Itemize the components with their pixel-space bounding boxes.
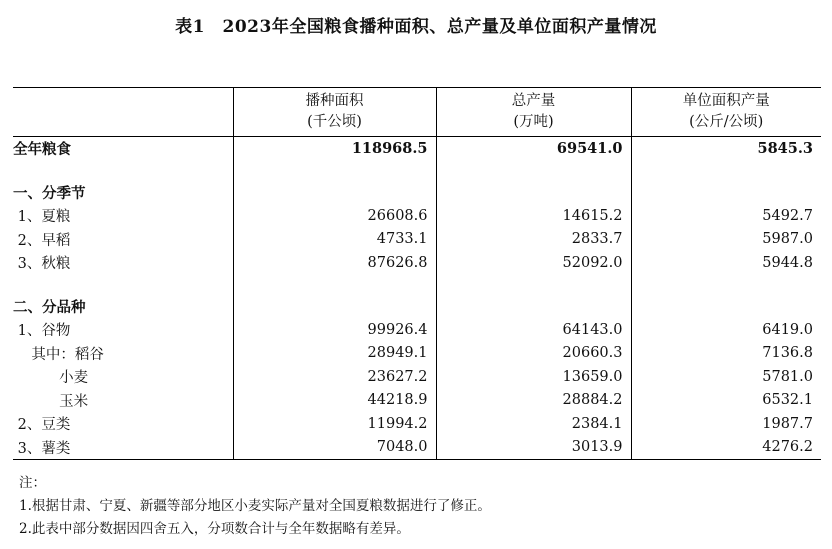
row-label: 二、分品种 [13, 298, 86, 316]
row-label: 小麦 [13, 370, 89, 387]
spacer-cell [631, 161, 821, 181]
table-row [13, 342, 821, 366]
output-cell: 13659.0 [436, 365, 631, 389]
row-label: 3、薯类 [13, 440, 71, 457]
yield-cell: 4276.2 [631, 436, 821, 460]
row-label: 一、分季节 [13, 184, 86, 202]
yield-cell [631, 181, 821, 205]
row-label: 玉米 [13, 393, 89, 410]
header-row [13, 88, 821, 137]
header-line2: (公斤/公顷) [689, 114, 764, 130]
output-cell: 69541.0 [436, 137, 631, 161]
area-cell: 87626.8 [233, 251, 436, 275]
grain-statistics-table [13, 87, 821, 460]
output-cell: 2384.1 [436, 412, 631, 436]
area-cell: 7048.0 [233, 436, 436, 460]
output-cell: 2833.7 [436, 228, 631, 252]
yield-cell: 1987.7 [631, 412, 821, 436]
area-cell: 118968.5 [233, 137, 436, 161]
area-cell: 28949.1 [233, 342, 436, 366]
row-label: 3、秋粮 [13, 256, 71, 273]
header-line1: 播种面积 [305, 93, 364, 109]
note-item: 2.此表中部分数据因四舍五入，分项数合计与全年数据略有差异。 [19, 521, 410, 537]
spacer-cell [233, 161, 436, 181]
yield-cell: 6532.1 [631, 389, 821, 413]
output-cell: 52092.0 [436, 251, 631, 275]
note-item: 1.根据甘肃、宁夏、新疆等部分地区小麦实际产量对全国夏粮数据进行了修正。 [19, 498, 491, 514]
section-row [13, 295, 821, 319]
yield-cell: 5781.0 [631, 365, 821, 389]
table-row [13, 228, 821, 252]
area-cell: 99926.4 [233, 318, 436, 342]
spacer-cell [13, 275, 233, 295]
yield-cell: 5845.3 [631, 137, 821, 161]
area-cell: 11994.2 [233, 412, 436, 436]
spacer-cell [436, 161, 631, 181]
table-row [13, 436, 821, 460]
table-row [13, 204, 821, 228]
header-line1: 总产量 [511, 93, 556, 109]
notes [19, 472, 491, 541]
header-total-output [436, 88, 631, 137]
table-row [13, 389, 821, 413]
output-cell [436, 295, 631, 319]
yield-cell: 5492.7 [631, 204, 821, 228]
table-row [13, 318, 821, 342]
header-label-cell [13, 88, 233, 137]
output-cell: 14615.2 [436, 204, 631, 228]
spacer-cell [631, 275, 821, 295]
output-cell: 3013.9 [436, 436, 631, 460]
yield-cell [631, 295, 821, 319]
total-row [13, 137, 821, 161]
header-sown-area [233, 88, 436, 137]
table-row [13, 365, 821, 389]
table-row [13, 251, 821, 275]
area-cell: 4733.1 [233, 228, 436, 252]
area-cell [233, 295, 436, 319]
output-cell: 64143.0 [436, 318, 631, 342]
table-body [13, 137, 821, 460]
yield-cell: 5987.0 [631, 228, 821, 252]
row-label: 其中：稻谷 [13, 346, 104, 363]
table-title: 表1 2023年全国粮食播种面积、总产量及单位面积产量情况 [175, 17, 657, 37]
area-cell: 26608.6 [233, 204, 436, 228]
spacer-cell [233, 275, 436, 295]
spacer-cell [13, 161, 233, 181]
area-cell: 23627.2 [233, 365, 436, 389]
yield-cell: 7136.8 [631, 342, 821, 366]
yield-cell: 6419.0 [631, 318, 821, 342]
row-label: 1、夏粮 [13, 209, 71, 226]
row-label: 2、豆类 [13, 417, 71, 434]
area-cell [233, 181, 436, 205]
header-line1: 单位面积产量 [682, 93, 770, 109]
area-cell: 44218.9 [233, 389, 436, 413]
table-row [13, 412, 821, 436]
spacer-cell [436, 275, 631, 295]
header-line2: (万吨) [513, 114, 554, 130]
output-cell: 28884.2 [436, 389, 631, 413]
output-cell [436, 181, 631, 205]
section-row [13, 181, 821, 205]
row-label: 2、早稻 [13, 232, 71, 249]
spacer-row [13, 161, 821, 181]
yield-cell: 5944.8 [631, 251, 821, 275]
row-label: 1、谷物 [13, 323, 71, 340]
notes-heading: 注： [19, 475, 46, 491]
output-cell: 20660.3 [436, 342, 631, 366]
row-label: 全年粮食 [13, 141, 71, 159]
header-line2: (千公顷) [307, 114, 362, 130]
spacer-row [13, 275, 821, 295]
header-yield-per-area [631, 88, 821, 137]
